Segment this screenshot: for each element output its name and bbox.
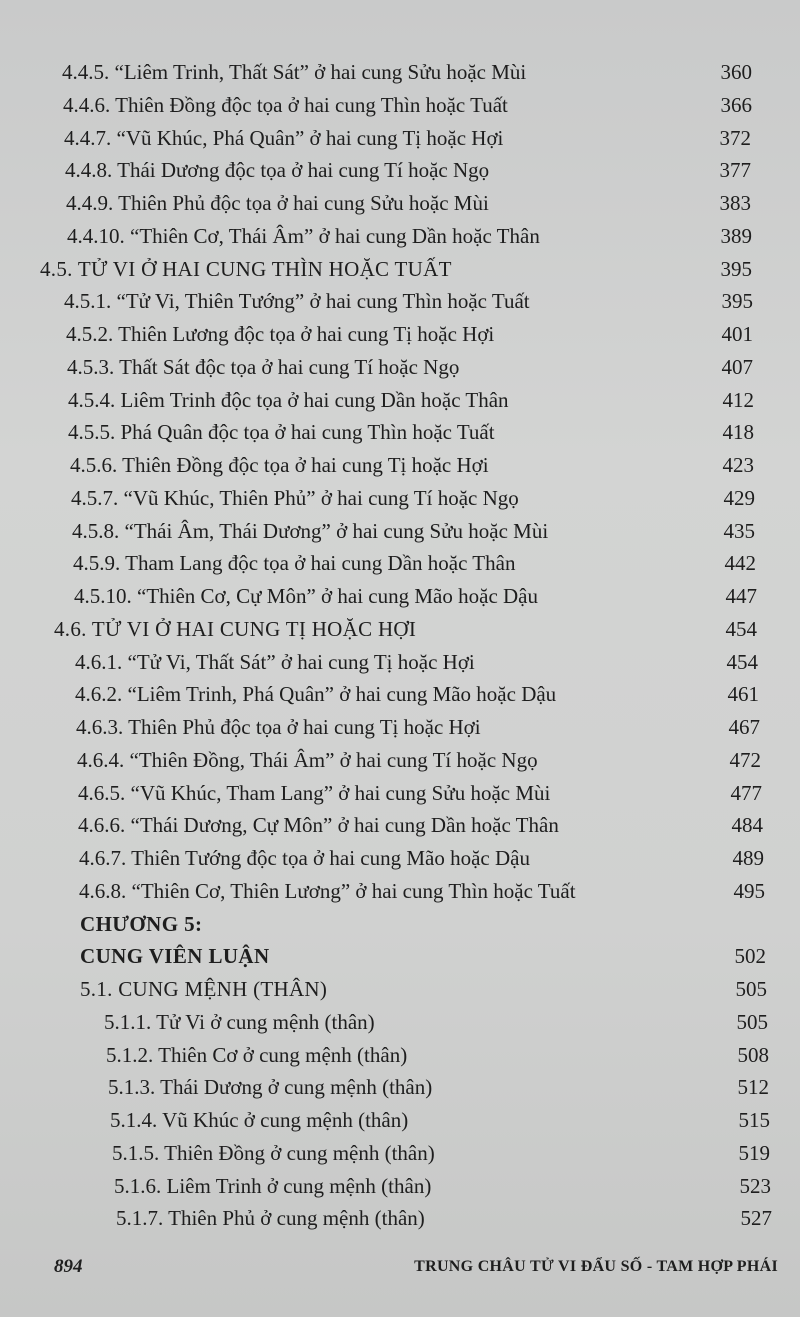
toc-entry: [0, 646, 800, 679]
toc-entry-page: 407: [721, 354, 753, 379]
toc-entry-title: 4.6.1. “Tử Vi, Thất Sát” ở hai cung Tị hoặc Hợi: [75, 649, 475, 674]
toc-entry: [0, 1202, 800, 1235]
toc-entry-title: 4.5.6. Thiên Đồng độc tọa ở hai cung Tị hoặc Hợi: [70, 453, 489, 477]
toc-section: [0, 613, 800, 646]
toc-entry: [0, 154, 800, 187]
toc-entry: [0, 56, 800, 89]
toc-entry-title: 4.6.4. “Thiên Đồng, Thái Âm” ở hai cung Tí hoặc Ngọ: [77, 747, 538, 772]
toc-entry-title: 5.1.7. Thiên Phủ ở cung mệnh (thân): [116, 1206, 425, 1231]
toc-entry-page: 423: [722, 453, 754, 477]
toc-entry: [0, 449, 800, 482]
toc-entry-page: 495: [733, 878, 765, 903]
toc-entry-page: 377: [719, 158, 751, 183]
chapter-heading: [0, 940, 800, 973]
toc-entry-title: 4.5. TỬ VI Ở HAI CUNG THÌN HOẶC TUẤT: [40, 256, 452, 281]
toc-entry-title: 4.5.7. “Vũ Khúc, Thiên Phủ” ở hai cung Tí hoặc Ngọ: [71, 485, 519, 510]
toc-entry-title: 4.4.8. Thái Dương độc tọa ở hai cung Tí hoặc Ngọ: [65, 158, 490, 183]
toc-entry-page: 454: [725, 616, 757, 641]
toc-entry: [0, 285, 800, 318]
toc-entry: [0, 220, 800, 253]
toc-entry-title: 4.4.5. “Liêm Trinh, Thất Sát” ở hai cung Sửu hoặc Mùi: [62, 60, 527, 84]
toc-entry-page: 467: [728, 715, 760, 739]
toc-entry: [0, 547, 800, 580]
toc-entry: [0, 515, 800, 548]
toc-entry-page: 372: [719, 125, 751, 150]
toc-entry-title: 5.1. CUNG MỆNH (THÂN): [80, 977, 328, 1001]
toc-entry-title: CHƯƠNG 5:: [80, 911, 203, 936]
toc-entry-title: 4.6.5. “Vũ Khúc, Tham Lang” ở hai cung Sửu hoặc Mùi: [78, 780, 551, 805]
toc-entry: [0, 875, 800, 908]
toc-entry-title: 5.1.3. Thái Dương ở cung mệnh (thân): [108, 1075, 433, 1100]
toc-entry-page: 429: [723, 485, 755, 510]
chapter-heading: [0, 908, 800, 941]
toc-entry: [0, 122, 800, 155]
toc-entry-page: 477: [730, 780, 762, 805]
toc-entry-page: 442: [724, 551, 756, 576]
toc-entry-page: 454: [726, 649, 758, 674]
toc-entry: [0, 1006, 800, 1039]
toc-entry-page: 395: [720, 256, 752, 281]
toc-entry-title: 4.6.7. Thiên Tướng độc tọa ở hai cung Mão hoặc Dậu: [79, 846, 530, 870]
toc-entry-page: 383: [719, 191, 751, 215]
toc-entry: [0, 809, 800, 842]
toc-entry: [0, 351, 800, 384]
toc-section: [0, 973, 800, 1006]
toc-entry-page: 389: [720, 223, 752, 248]
toc-entry-page: 472: [729, 747, 761, 772]
toc-entry-title: 4.4.7. “Vũ Khúc, Phá Quân” ở hai cung Tị hoặc Hợi: [64, 125, 504, 150]
toc-entry-title: 4.5.4. Liêm Trinh độc tọa ở hai cung Dần hoặc Thân: [68, 387, 509, 412]
toc-entry-page: 515: [738, 1108, 770, 1132]
toc-entry-title: 4.5.2. Thiên Lương độc tọa ở hai cung Tị hoặc Hợi: [66, 322, 495, 346]
toc-entry-title: 4.5.9. Tham Lang độc tọa ở hai cung Dần hoặc Thân: [73, 551, 516, 576]
toc-entry-title: 5.1.4. Vũ Khúc ở cung mệnh (thân): [110, 1108, 409, 1132]
toc-entry-page: 519: [738, 1140, 770, 1165]
toc-entry: [0, 580, 800, 613]
toc-entry-page: 395: [721, 289, 753, 314]
toc-entry-page: 366: [720, 92, 752, 117]
toc-entry: [0, 1039, 800, 1072]
toc-entry: [0, 1071, 800, 1104]
toc-entry-page: 505: [736, 1009, 768, 1034]
table-of-contents: [0, 56, 800, 1235]
toc-entry: [0, 678, 800, 711]
toc-entry: [0, 416, 800, 449]
toc-entry-title: 4.5.5. Phá Quân độc tọa ở hai cung Thìn hoặc Tuất: [68, 420, 495, 445]
toc-entry-title: 5.1.1. Tử Vi ở cung mệnh (thân): [104, 1009, 375, 1034]
toc-entry-page: 489: [732, 846, 764, 870]
toc-entry-title: 4.6.6. “Thái Dương, Cự Môn” ở hai cung Dần hoặc Thân: [78, 813, 559, 838]
toc-entry-title: 4.6.3. Thiên Phủ độc tọa ở hai cung Tị hoặc Hợi: [76, 715, 481, 739]
toc-entry-page: 401: [721, 322, 753, 346]
toc-entry: [0, 777, 800, 810]
toc-entry-page: 502: [734, 944, 766, 969]
toc-entry: [0, 482, 800, 515]
toc-entry-title: 5.1.2. Thiên Cơ ở cung mệnh (thân): [106, 1042, 408, 1067]
toc-entry-page: 484: [731, 813, 763, 838]
toc-entry-title: 4.4.6. Thiên Đồng độc tọa ở hai cung Thìn hoặc Tuất: [63, 92, 508, 117]
toc-entry-title: 4.5.10. “Thiên Cơ, Cự Môn” ở hai cung Mão hoặc Dậu: [74, 584, 538, 608]
toc-entry-page: 505: [735, 977, 767, 1001]
toc-entry: [0, 842, 800, 875]
toc-entry-page: 508: [737, 1042, 769, 1067]
toc-entry-page: 360: [720, 60, 752, 84]
toc-entry-title: 4.6.8. “Thiên Cơ, Thiên Lương” ở hai cung Thìn hoặc Tuất: [79, 878, 576, 903]
toc-entry-title: 4.4.9. Thiên Phủ độc tọa ở hai cung Sửu hoặc Mùi: [66, 191, 489, 215]
toc-entry: [0, 1137, 800, 1170]
toc-entry: [0, 711, 800, 744]
toc-entry-page: 523: [739, 1173, 771, 1198]
toc-entry-page: 461: [727, 682, 759, 707]
toc-entry-title: 5.1.6. Liêm Trinh ở cung mệnh (thân): [114, 1173, 432, 1198]
page-footer: [0, 1250, 800, 1290]
toc-entry: [0, 89, 800, 122]
toc-entry-title: 4.6. TỬ VI Ở HAI CUNG TỊ HOẶC HỢI: [54, 616, 417, 641]
toc-entry-page: 512: [737, 1075, 769, 1100]
toc-entry: [0, 1170, 800, 1203]
toc-entry-title: 4.4.10. “Thiên Cơ, Thái Âm” ở hai cung Dần hoặc Thân: [67, 223, 540, 248]
toc-entry-page: 447: [725, 584, 757, 608]
toc-entry-title: 5.1.5. Thiên Đồng ở cung mệnh (thân): [112, 1140, 435, 1165]
toc-entry-title: 4.6.2. “Liêm Trinh, Phá Quân” ở hai cung Mão hoặc Dậu: [75, 682, 557, 707]
toc-entry: [0, 744, 800, 777]
toc-section: [0, 253, 800, 286]
running-head: TRUNG CHÂU TỬ VI ĐẨU SỐ - TAM HỢP PHÁI: [414, 1258, 778, 1275]
toc-entry-title: 4.5.1. “Tử Vi, Thiên Tướng” ở hai cung Thìn hoặc Tuất: [64, 289, 530, 314]
toc-entry-page: 527: [740, 1206, 772, 1231]
toc-entry-title: 4.5.3. Thất Sát độc tọa ở hai cung Tí hoặc Ngọ: [67, 354, 460, 379]
toc-entry-title: 4.5.8. “Thái Âm, Thái Dương” ở hai cung Sửu hoặc Mùi: [72, 518, 549, 543]
page-number: 894: [54, 1256, 83, 1277]
toc-entry-page: 412: [722, 387, 754, 412]
toc-entry-title: CUNG VIÊN LUẬN: [80, 944, 270, 969]
toc-entry-page: 435: [723, 518, 755, 543]
toc-entry: [0, 318, 800, 351]
toc-entry-page: 418: [722, 420, 754, 445]
toc-entry: [0, 384, 800, 417]
toc-entry: [0, 1104, 800, 1137]
toc-entry: [0, 187, 800, 220]
